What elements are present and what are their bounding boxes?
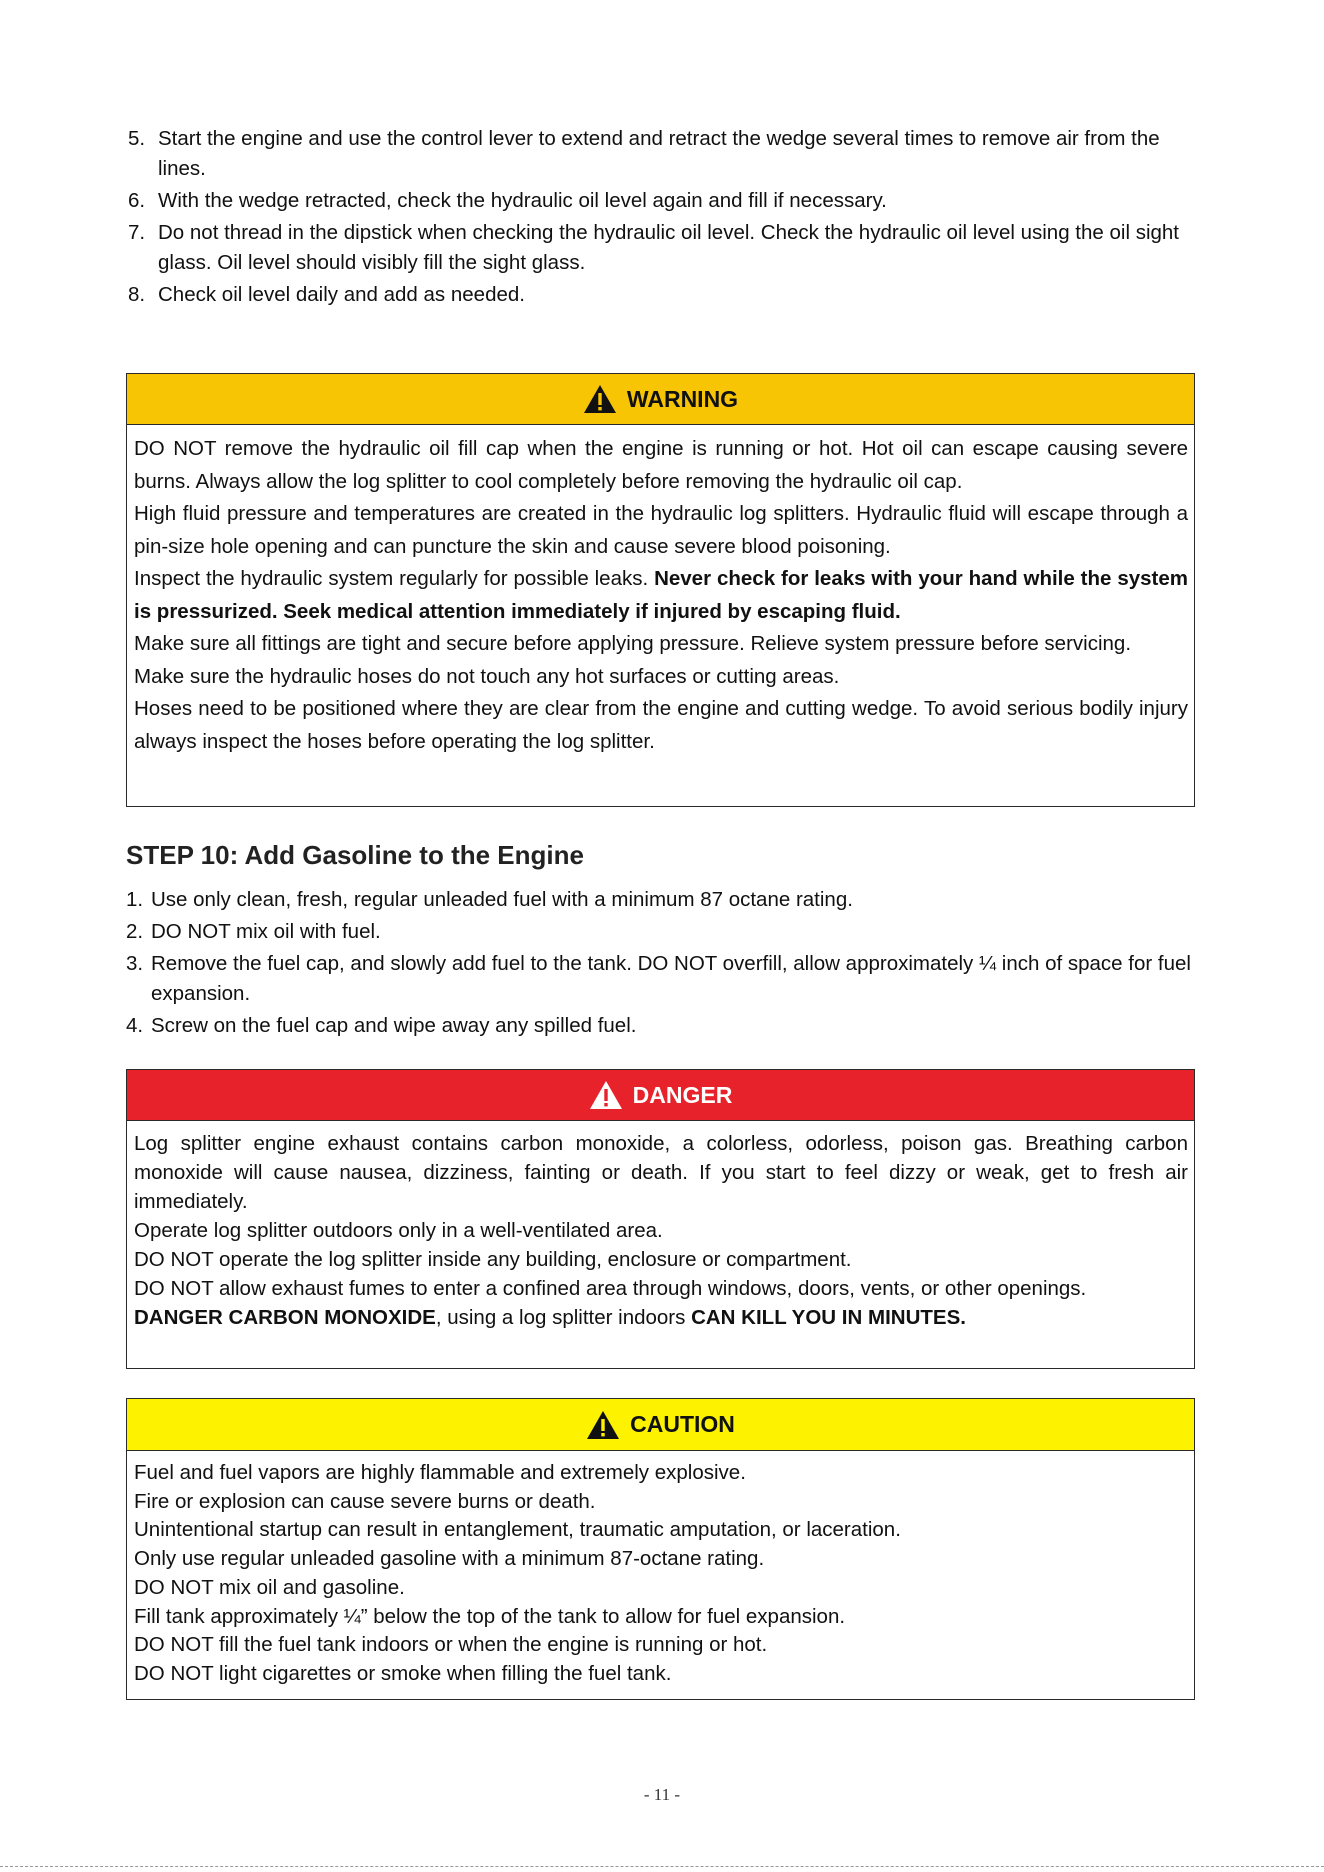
caution-line: Fill tank approximately ¼” below the top of the tank to allow for fuel expansion.: [134, 1604, 846, 1628]
warning-text: Inspect the hydraulic system regularly for possible leaks.: [134, 567, 655, 590]
caution-line: DO NOT mix oil and gasoline.: [134, 1575, 405, 1599]
list-item: [126, 1011, 1201, 1041]
caution-line: Unintentional startup can result in entanglement, traumatic amputation, or laceration.: [134, 1518, 901, 1542]
danger-paragraph: DO NOT operate the log splitter inside any building, enclosure or compartment.: [134, 1248, 852, 1271]
caution-line: DO NOT light cigarettes or smoke when filling the fuel tank.: [134, 1661, 672, 1685]
step-number: 6.: [128, 189, 146, 212]
step-number: 3.: [126, 952, 144, 975]
warning-triangle-icon: [583, 384, 617, 414]
caution-header: [127, 1399, 1194, 1451]
hydraulic-steps-list: [128, 124, 1208, 312]
step-text: With the wedge retracted, check the hydraulic oil level again and fill if necessary.: [158, 189, 887, 212]
warning-paragraph: Make sure all fittings are tight and secure before applying pressure. Relieve system pressure before servicing.: [134, 632, 1132, 655]
list-item: [128, 124, 1208, 184]
step-text: DO NOT mix oil with fuel.: [151, 920, 381, 943]
caution-line: Fire or explosion can cause severe burns or death.: [134, 1489, 596, 1513]
page-number: - 11 -: [643, 1785, 681, 1804]
danger-text: , using a log splitter indoors: [435, 1306, 692, 1329]
list-item: [128, 218, 1208, 278]
step-text: Use only clean, fresh, regular unleaded fuel with a minimum 87 octane rating.: [151, 888, 853, 911]
caution-line: Only use regular unleaded gasoline with a minimum 87-octane rating.: [134, 1547, 765, 1571]
section-heading: STEP 10: Add Gasoline to the Engine: [126, 840, 584, 870]
warning-body: [127, 425, 1194, 766]
warning-box: [126, 373, 1195, 807]
warning-paragraph: [134, 563, 1188, 628]
caution-line: DO NOT fill the fuel tank indoors or when the engine is running or hot.: [134, 1633, 768, 1657]
list-item: [126, 917, 1201, 947]
warning-paragraph: Hoses need to be positioned where they are clear from the engine and cutting wedge. To avoid serious bodily injury always inspect the hoses before operating the log splitter.: [134, 697, 1188, 753]
step-number: 7.: [128, 221, 146, 244]
step-number: 5.: [128, 127, 146, 150]
list-item: [126, 949, 1201, 1009]
list-item: [126, 885, 1201, 915]
bottom-divider: [0, 1866, 1324, 1867]
caution-box: [126, 1398, 1195, 1700]
danger-emphasis: DANGER CARBON MONOXIDE: [134, 1306, 436, 1329]
danger-box: [126, 1069, 1195, 1369]
step-number: 2.: [126, 920, 144, 943]
danger-triangle-icon: [589, 1080, 623, 1110]
danger-paragraph: DO NOT allow exhaust fumes to enter a confined area through windows, doors, vents, or other openings.: [134, 1277, 1087, 1300]
warning-paragraph: DO NOT remove the hydraulic oil fill cap when the engine is running or hot. Hot oil can escape causing severe burns. Always allow the log splitter to cool completely before removing the hydraulic oil cap.: [134, 437, 1188, 493]
step-number: 1.: [126, 888, 144, 911]
danger-header: [127, 1070, 1194, 1121]
step-number: 4.: [126, 1014, 144, 1037]
step-text: Start the engine and use the control lever to extend and retract the wedge several times to remove air from the lines.: [158, 127, 1160, 180]
danger-paragraph: Log splitter engine exhaust contains carbon monoxide, a colorless, odorless, poison gas. Breathing carbon monoxide will cause nausea, dizziness, fainting or death. If you start to feel dizzy or weak, get to fresh air immediately.: [134, 1132, 1188, 1213]
step-number: 8.: [128, 283, 146, 306]
caution-body: [127, 1451, 1194, 1697]
danger-paragraph: [134, 1303, 1188, 1332]
warning-header: [127, 374, 1194, 425]
step-text: Do not thread in the dipstick when checking the hydraulic oil level. Check the hydraulic oil level using the oil sight glass. Oil level should visibly fill the sight glass.: [158, 221, 1180, 274]
warning-emphasis: Never check for leaks with your hand while the system is pressurized. Seek medical attention immediately if injured by escaping fluid.: [134, 567, 1188, 623]
list-item: [128, 280, 1208, 310]
caution-title: CAUTION: [630, 1411, 735, 1437]
danger-title: DANGER: [632, 1081, 733, 1108]
step-text: Check oil level daily and add as needed.: [158, 283, 525, 306]
caution-line: Fuel and fuel vapors are highly flammable and extremely explosive.: [134, 1461, 746, 1484]
list-item: [128, 186, 1208, 216]
warning-paragraph: High fluid pressure and temperatures are created in the hydraulic log splitters. Hydraulic fluid will escape through a pin-size hole opening and can puncture the skin and cause severe blood poisoning.: [134, 502, 1188, 558]
step-text: Screw on the fuel cap and wipe away any spilled fuel.: [151, 1014, 637, 1037]
danger-body: [127, 1121, 1194, 1340]
gasoline-steps-list: [126, 885, 1201, 1043]
caution-triangle-icon: [586, 1410, 620, 1440]
step-text: Remove the fuel cap, and slowly add fuel to the tank. DO NOT overfill, allow approximately ¼ inch of space for fuel expansion.: [151, 952, 1191, 1005]
danger-emphasis: CAN KILL YOU IN MINUTES.: [691, 1306, 966, 1329]
warning-paragraph: Make sure the hydraulic hoses do not touch any hot surfaces or cutting areas.: [134, 664, 840, 688]
danger-paragraph: Operate log splitter outdoors only in a well-ventilated area.: [134, 1219, 663, 1242]
warning-title: WARNING: [626, 385, 739, 412]
